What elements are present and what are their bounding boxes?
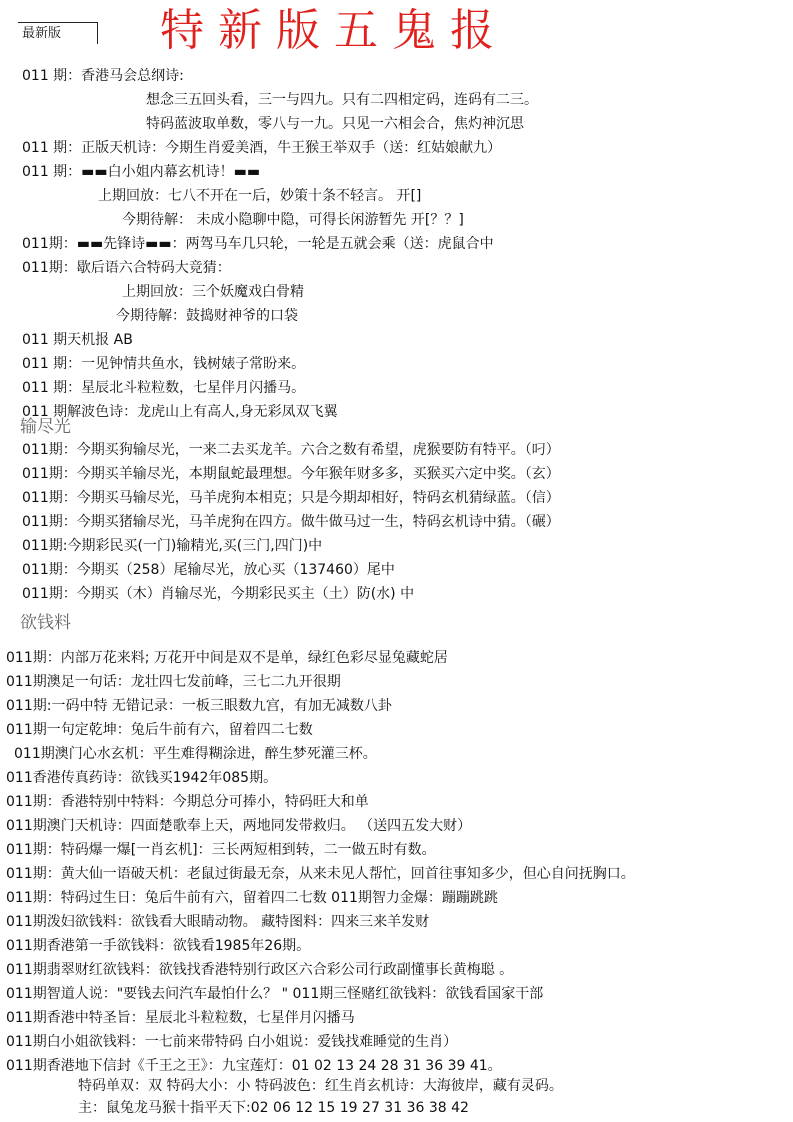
- text-line: 特码蓝波取单数，零八与一九。只见一六相会合，焦灼神沉思: [146, 116, 524, 132]
- text-line: 011香港传真药诗：欲钱买1942年085期。: [6, 770, 278, 786]
- text-line: 011期：今期买马输尽光，马羊虎狗本相克；只是今期却相好，特码玄机猜绿蓝。（信）: [22, 490, 560, 506]
- text-line: 011期：今期买羊输尽光，本期鼠蛇最理想。今年猴年财多多，买猴买六定中奖。（玄）: [22, 466, 560, 482]
- text-line: 011期一句定乾坤：兔后牛前有六，留着四二七数: [6, 722, 313, 738]
- text-line: 011期香港地下信封《千王之王》：九宝莲灯：01 02 13 24 28 31 36 39 41。: [6, 1058, 502, 1074]
- text-line: 011期澳门心水玄机：平生难得糊涂进，醉生梦死灌三杯。: [14, 746, 377, 762]
- text-line: 011期澳足一句话：龙壮四七发前峰，三七二九开很期: [6, 674, 341, 690]
- text-line: 011 期：▬▬白小姐内幕玄机诗！▬▬: [22, 164, 261, 180]
- text-line: 011 期：一见钟情共鱼水，钱树婊子常盼来。: [22, 356, 306, 372]
- text-line: 上期回放：三个妖魔戏白骨精: [122, 284, 304, 300]
- text-line: 今期待解： 未成小隐聊中隐，可得长闲游暂先 开[？？]: [122, 212, 464, 228]
- text-line: 011期：香港特别中特料：今期总分可捧小，特码旺大和单: [6, 794, 369, 810]
- text-line: 011期：今期买狗输尽光，一来二去买龙羊。六合之数有希望，虎猴要防有特平。（叼）: [22, 442, 560, 458]
- text-line: 011期：内部万花来料; 万花开中间是双不是单，绿红色彩尽显兔藏蛇居: [6, 650, 448, 666]
- text-line: 011期：今期买猪输尽光，马羊虎狗在四方。做牛做马过一生，特码玄机诗中猜。（碾）: [22, 514, 560, 530]
- text-line: 011 期：香港马会总纲诗:: [22, 68, 184, 84]
- section-heading-lose: 输尽光: [20, 417, 71, 437]
- text-line: 011期：歇后语六合特码大竞猜：: [22, 260, 231, 276]
- text-line: 特码单双：双 特码大小：小 特码波色：红生肖玄机诗：大海彼岸，藏有灵码。: [78, 1078, 563, 1094]
- text-line: 011期：黄大仙一语破天机：老鼠过街最无奈，从来未见人帮忙，回首往事知多少，但心自问抚胸口。: [6, 866, 635, 882]
- text-line: 今期待解：鼓捣财神爷的口袋: [116, 308, 298, 324]
- section-heading-money: 欲钱料: [20, 613, 71, 633]
- text-line: 011期香港第一手欲钱料：欲钱看1985年26期。: [6, 938, 311, 954]
- text-line: 011 期：星辰北斗粒粒数，七星伴月闪播马。: [22, 380, 306, 396]
- text-line: 011期澳门天机诗：四面楚歌奉上天，两地同发带救归。 （送四五发大财）: [6, 818, 472, 834]
- text-line: 011期：今期买（258）尾输尽光，放心买（137460）尾中: [22, 562, 395, 578]
- text-line: 上期回放：七八不开在一后，妙策十条不轻言。 开[]: [98, 188, 422, 204]
- text-line: 011 期解波色诗：龙虎山上有高人,身无彩凤双飞翼: [22, 404, 338, 420]
- text-line: 011期翡翠财红欲钱料：欲钱找香港特别行政区六合彩公司行政副懂事长黄梅聪 。: [6, 962, 514, 978]
- text-line: 主：鼠兔龙马猴十指平天下:02 06 12 15 19 27 31 36 38 42: [78, 1100, 469, 1116]
- text-line: 想念三五回头看，三一与四九。只有二四相定码，连码有二三。: [146, 92, 538, 108]
- text-line: 011期：▬▬先锋诗▬▬：两驾马车几只轮，一轮是五就会乘（送：虎鼠合中: [22, 236, 494, 252]
- text-line: 011期:一码中特 无错记录：一板三眼数九宫，有加无减数八卦: [6, 698, 392, 714]
- text-line: 011 期：正版天机诗：今期生肖爱美酒，牛王猴王举双手（送：红姑娘献九）: [22, 140, 502, 156]
- text-line: 011期：特码过生日：兔后牛前有六，留着四二七数 011期智力金爆：蹦蹦跳跳: [6, 890, 498, 906]
- text-line: 011期：特码爆一爆[一肖玄机]：三长两短相到转，二一做五时有数。: [6, 842, 436, 858]
- text-line: 011期：今期买（木）肖输尽光，今期彩民买主（土）防(水) 中: [22, 586, 415, 602]
- text-line: 011期香港中特圣旨：星辰北斗粒粒数，七星伴月闪播马: [6, 1010, 355, 1026]
- edition-badge: 最新版: [18, 22, 98, 44]
- text-line: 011期:今期彩民买(一门)输精光,买(三门,四门)中: [22, 538, 323, 554]
- text-line: 011期白小姐欲钱料：一七前来带特码 白小姐说：爱钱找难睡觉的生肖）: [6, 1034, 458, 1050]
- text-line: 011期智道人说："要钱去问汽车最怕什么？ " 011期三怪赌红欲钱料：欲钱看国家干部: [6, 986, 544, 1002]
- text-line: 011 期天机报 AB: [22, 332, 133, 348]
- text-line: 011期泼妇欲钱料：欲钱看大眼睛动物。 藏特图料：四来三来羊发财: [6, 914, 430, 930]
- page-title: 特新版五鬼报: [160, 5, 508, 56]
